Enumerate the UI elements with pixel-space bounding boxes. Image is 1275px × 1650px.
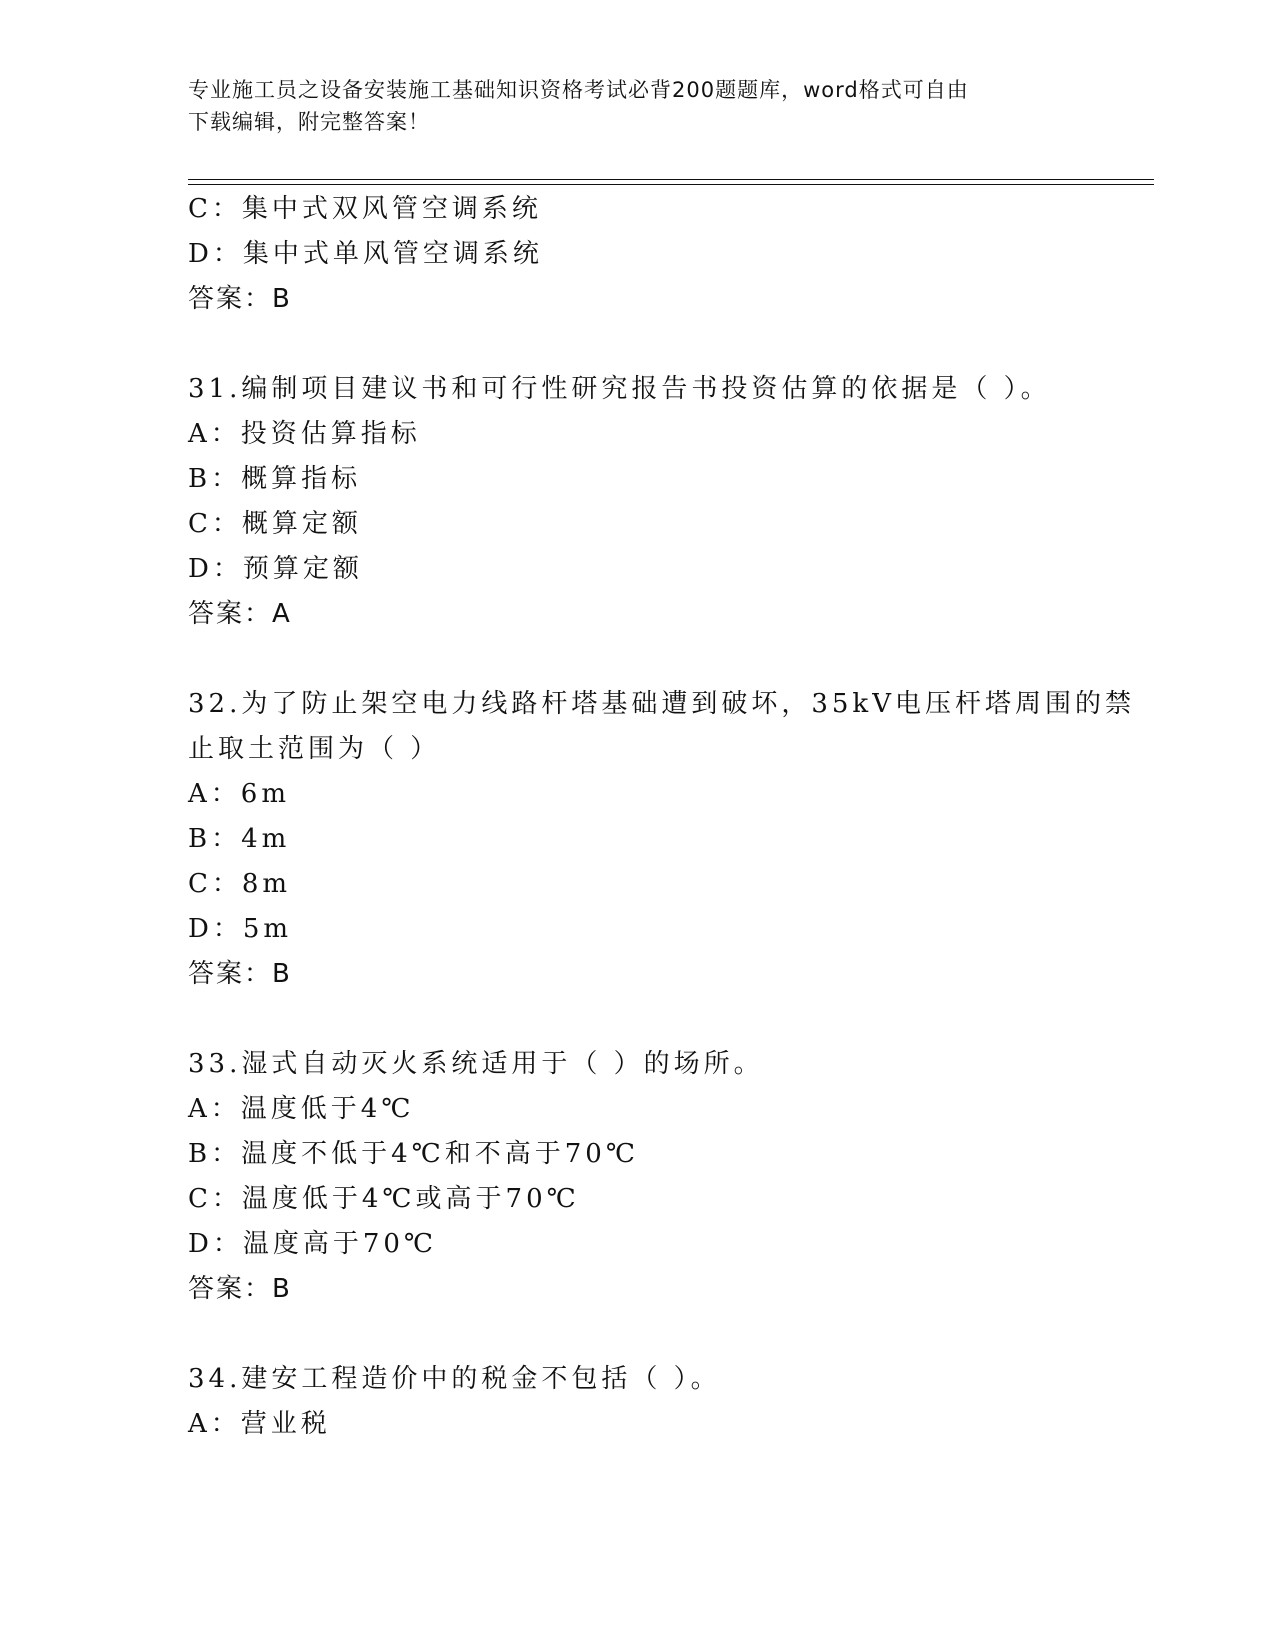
header-line-1: 专业施工员之设备安装施工基础知识资格考试必背200题题库，word格式可自由 xyxy=(188,78,969,102)
q33-option-a: A：温度低于4℃ xyxy=(188,1094,415,1124)
q34-stem: 34.建安工程造价中的税金不包括（ ）。 xyxy=(188,1364,721,1394)
q33-answer: 答案：B xyxy=(188,1274,292,1304)
q31-option-b: B：概算指标 xyxy=(188,464,362,494)
header-divider-top xyxy=(188,179,1154,180)
q34-option-a: A：营业税 xyxy=(188,1409,331,1439)
q30-option-d: D：集中式单风管空调系统 xyxy=(188,239,543,269)
q31-option-c: C：概算定额 xyxy=(188,509,362,539)
q33-stem: 33.湿式自动灭火系统适用于（ ）的场所。 xyxy=(188,1049,764,1079)
q32-stem-line-2: 止取土范围为（ ） xyxy=(188,734,441,764)
q31-option-a: A：投资估算指标 xyxy=(188,419,421,449)
q31-stem: 31.编制项目建议书和可行性研究报告书投资估算的依据是（ ）。 xyxy=(188,374,1051,404)
q33-option-b: B：温度不低于4℃和不高于70℃ xyxy=(188,1139,639,1169)
q32-option-a: A：6m xyxy=(188,779,290,809)
q32-option-c: C：8m xyxy=(188,869,292,899)
q30-answer: 答案：B xyxy=(188,284,292,314)
q32-answer: 答案：B xyxy=(188,959,292,989)
q31-option-d: D：预算定额 xyxy=(188,554,363,584)
document-header xyxy=(188,74,1088,138)
q32-option-d: D：5m xyxy=(188,914,293,944)
q33-option-c: C：温度低于4℃或高于70℃ xyxy=(188,1184,580,1214)
q33-option-d: D：温度高于70℃ xyxy=(188,1229,438,1259)
header-line-2: 下载编辑，附完整答案！ xyxy=(188,110,430,134)
header-divider-bottom xyxy=(188,184,1154,185)
q30-option-c: C：集中式双风管空调系统 xyxy=(188,194,542,224)
q31-answer: 答案：A xyxy=(188,599,292,629)
q32-option-b: B：4m xyxy=(188,824,291,854)
q32-stem-line-1: 32.为了防止架空电力线路杆塔基础遭到破坏，35kV电压杆塔周围的禁 xyxy=(188,689,1135,719)
